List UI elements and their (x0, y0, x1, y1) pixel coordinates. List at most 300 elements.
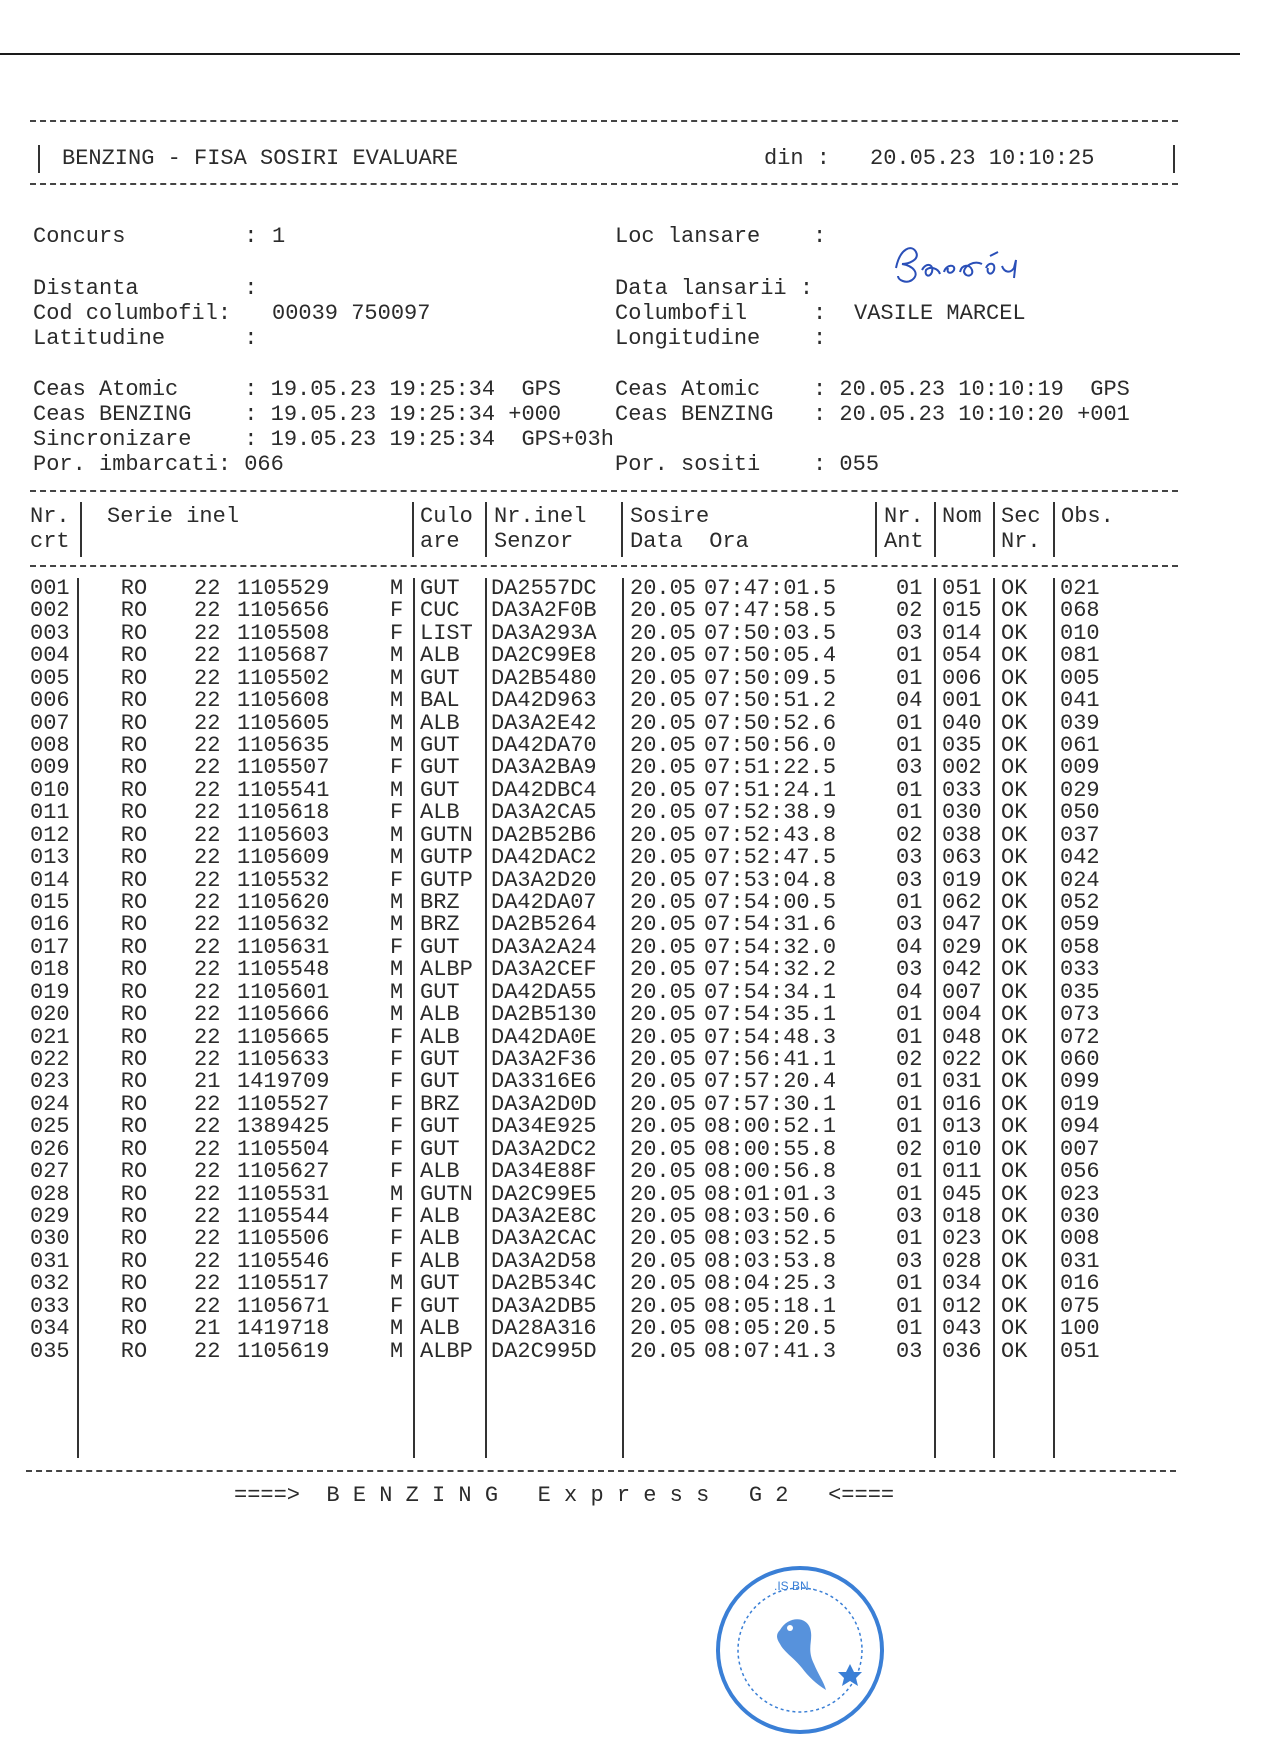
row-obs: 007 (1060, 1136, 1100, 1162)
row-time: 08:00:52.1 (704, 1114, 837, 1140)
row-sex: F (390, 1047, 404, 1073)
row-sec: OK (1001, 1047, 1028, 1073)
row-sex: F (390, 620, 404, 646)
row-sensor: DA3A2D0D (491, 1091, 597, 1117)
row-sensor: DA42DA0E (491, 1024, 597, 1050)
table-row (0, 1204, 1276, 1229)
table-row (0, 1249, 1276, 1274)
row-sensor: DA42DAC2 (491, 845, 597, 871)
row-sec: OK (1001, 957, 1028, 983)
row-antenna: 01 (896, 710, 923, 736)
row-year: 22 (194, 1091, 221, 1117)
top-rule (0, 53, 1240, 55)
row-obs: 059 (1060, 912, 1100, 938)
table-row (0, 912, 1276, 937)
table-row (0, 957, 1276, 982)
row-date: 20.05 (630, 643, 697, 669)
row-obs: 033 (1060, 957, 1100, 983)
row-obs: 030 (1060, 1204, 1100, 1230)
row-time: 07:54:32.2 (704, 957, 837, 983)
row-sec: OK (1001, 822, 1028, 848)
row-sex: F (390, 1069, 404, 1095)
row-sex: M (390, 1002, 404, 1028)
row-sensor: DA3A2E42 (491, 710, 597, 736)
row-color: ALB (420, 800, 460, 826)
row-ring: 1105548 (237, 957, 330, 983)
table-row (0, 1226, 1276, 1251)
row-sensor: DA3A2CA5 (491, 800, 597, 826)
row-sex: F (390, 800, 404, 826)
table-row (0, 688, 1276, 713)
row-nr: 011 (30, 800, 70, 826)
row-date: 20.05 (630, 800, 697, 826)
row-nom: 022 (942, 1047, 982, 1073)
row-nom: 023 (942, 1226, 982, 1252)
row-antenna: 01 (896, 1024, 923, 1050)
row-sensor: DA3316E6 (491, 1069, 597, 1095)
row-color: ALB (420, 643, 460, 669)
row-sex: F (390, 1226, 404, 1252)
row-obs: 068 (1060, 598, 1100, 624)
row-ring: 1105508 (237, 620, 330, 646)
row-sensor: DA2B534C (491, 1271, 597, 1297)
table-row (0, 935, 1276, 960)
row-country: RO (120, 1338, 148, 1364)
row-sensor: DA2B5480 (491, 665, 597, 691)
row-nr: 006 (30, 688, 70, 714)
row-nr: 001 (30, 576, 70, 601)
row-country: RO (120, 598, 148, 624)
row-time: 07:54:34.1 (704, 979, 837, 1005)
row-ring: 1105671 (237, 1293, 330, 1319)
header-obs: Obs. (1061, 504, 1114, 529)
row-antenna: 03 (896, 1338, 923, 1364)
row-time: 07:47:01.5 (704, 576, 837, 601)
row-antenna: 03 (896, 845, 923, 871)
row-ring: 1419718 (237, 1316, 330, 1342)
row-nr: 035 (30, 1338, 70, 1364)
row-nr: 025 (30, 1114, 70, 1140)
col-sep-ant-hdr (934, 502, 936, 557)
header-nr-1: Nr. (30, 504, 70, 529)
row-sex: F (390, 1114, 404, 1140)
row-country: RO (120, 890, 148, 916)
row-nr: 012 (30, 822, 70, 848)
row-country: RO (120, 733, 148, 758)
row-color: GUTN (420, 1181, 473, 1207)
row-sec: OK (1001, 710, 1028, 736)
row-year: 22 (194, 688, 221, 714)
row-country: RO (120, 1024, 148, 1050)
cod-columbofil-value: 00039 750097 (272, 301, 431, 326)
row-sec: OK (1001, 1114, 1028, 1140)
row-nom: 007 (942, 979, 982, 1005)
clock-line-1-left: Ceas Atomic : 19.05.23 19:25:34 GPS (33, 377, 562, 402)
row-color: LIST (420, 620, 473, 646)
row-sex: F (390, 598, 404, 624)
row-time: 07:50:09.5 (704, 665, 837, 691)
row-country: RO (120, 934, 148, 960)
row-country: RO (120, 1316, 148, 1342)
header-top-dashes (30, 120, 1178, 122)
row-color: ALB (420, 1226, 460, 1252)
row-sensor: DA3A2D58 (491, 1248, 597, 1274)
row-country: RO (120, 957, 148, 983)
row-color: ALB (420, 710, 460, 736)
row-nr: 021 (30, 1024, 70, 1050)
row-sex: F (390, 1136, 404, 1162)
row-sec: OK (1001, 1159, 1028, 1185)
row-sensor: DA34E925 (491, 1114, 597, 1140)
row-nr: 023 (30, 1069, 70, 1095)
row-sex: M (390, 1338, 404, 1364)
row-time: 07:47:58.5 (704, 598, 837, 624)
row-sec: OK (1001, 1316, 1028, 1342)
row-color: GUT (420, 755, 460, 781)
row-nom: 031 (942, 1069, 982, 1095)
columbofil-label: Columbofil : (615, 301, 827, 326)
row-obs: 029 (1060, 777, 1100, 803)
table-header-dashes (30, 565, 1178, 567)
row-antenna: 03 (896, 1248, 923, 1274)
clock-line-3-left: Sincronizare : 19.05.23 19:25:34 GPS+03h (33, 427, 614, 452)
col-sep-sec-hdr (1053, 502, 1055, 557)
row-sensor: DA3A2A24 (491, 934, 597, 960)
row-color: ALB (420, 1002, 460, 1028)
row-antenna: 02 (896, 1047, 923, 1073)
col-sep-senzor-hdr (621, 502, 623, 557)
row-sec: OK (1001, 1002, 1028, 1028)
row-country: RO (120, 845, 148, 871)
table-row (0, 711, 1276, 736)
row-sex: M (390, 1316, 404, 1342)
row-sex: M (390, 777, 404, 803)
row-color: CUC (420, 598, 460, 624)
row-year: 21 (194, 1316, 221, 1342)
row-sex: M (390, 643, 404, 669)
row-year: 22 (194, 957, 221, 983)
row-time: 08:04:25.3 (704, 1271, 837, 1297)
row-sec: OK (1001, 867, 1028, 893)
row-obs: 009 (1060, 755, 1100, 781)
row-sec: OK (1001, 733, 1028, 758)
sositi-line: Por. sositi : 055 (615, 452, 880, 477)
row-sec: OK (1001, 800, 1028, 826)
row-sensor: DA2C99E5 (491, 1181, 597, 1207)
row-sex: F (390, 1159, 404, 1185)
row-sensor: DA3A2DC2 (491, 1136, 597, 1162)
row-sec: OK (1001, 620, 1028, 646)
col-sep-nom-hdr (993, 502, 995, 557)
row-color: ALBP (420, 1338, 473, 1364)
row-sensor: DA3A293A (491, 620, 597, 646)
row-sec: OK (1001, 688, 1028, 714)
row-obs: 094 (1060, 1114, 1100, 1140)
row-sex: M (390, 957, 404, 983)
row-nr: 022 (30, 1047, 70, 1073)
row-ring: 1105506 (237, 1226, 330, 1252)
table-row (0, 755, 1276, 780)
concurs-label: Concurs : (33, 224, 258, 249)
row-color: GUT (420, 665, 460, 691)
row-date: 20.05 (630, 1159, 697, 1185)
row-sensor: DA3A2E8C (491, 1204, 597, 1230)
table-row (0, 1339, 1276, 1364)
row-sex: F (390, 934, 404, 960)
row-time: 07:54:35.1 (704, 1002, 837, 1028)
row-sensor: DA2B5130 (491, 1002, 597, 1028)
row-sex: F (390, 1091, 404, 1117)
row-antenna: 01 (896, 733, 923, 758)
row-antenna: 01 (896, 665, 923, 691)
row-sex: M (390, 1181, 404, 1207)
row-ring: 1105541 (237, 777, 330, 803)
row-year: 22 (194, 710, 221, 736)
svg-text:.IS BN .: .IS BN . (774, 1579, 816, 1593)
row-date: 20.05 (630, 1002, 697, 1028)
row-color: BRZ (420, 1091, 460, 1117)
row-nom: 028 (942, 1248, 982, 1274)
date-label: din : (764, 146, 831, 171)
row-year: 22 (194, 643, 221, 669)
row-sex: F (390, 1204, 404, 1230)
row-antenna: 02 (896, 1136, 923, 1162)
row-nom: 035 (942, 733, 982, 758)
row-antenna: 01 (896, 800, 923, 826)
row-time: 08:03:53.8 (704, 1248, 837, 1274)
row-sensor: DA3A2BA9 (491, 755, 597, 781)
print-date: 20.05.23 10:10:25 (870, 146, 1095, 171)
clock-line-1-right: Ceas Atomic : 20.05.23 10:10:19 GPS (615, 377, 1130, 402)
row-ring: 1105687 (237, 643, 330, 669)
header-culo-2: are (420, 529, 460, 554)
row-nom: 051 (942, 576, 982, 601)
row-time: 08:07:41.3 (704, 1338, 837, 1364)
row-nr: 016 (30, 912, 70, 938)
row-year: 22 (194, 777, 221, 803)
row-country: RO (120, 1159, 148, 1185)
row-nom: 063 (942, 845, 982, 871)
row-date: 20.05 (630, 1316, 697, 1342)
row-time: 07:54:00.5 (704, 890, 837, 916)
row-antenna: 01 (896, 1316, 923, 1342)
row-date: 20.05 (630, 665, 697, 691)
row-color: GUT (420, 1069, 460, 1095)
row-country: RO (120, 710, 148, 736)
imbarcati-line: Por. imbarcati: 066 (33, 452, 284, 477)
row-color: GUT (420, 777, 460, 803)
row-sensor: DA3A2CAC (491, 1226, 597, 1252)
row-color: ALB (420, 1159, 460, 1185)
row-ring: 1105532 (237, 867, 330, 893)
row-color: BRZ (420, 890, 460, 916)
row-time: 07:50:03.5 (704, 620, 837, 646)
row-sex: M (390, 665, 404, 691)
row-country: RO (120, 979, 148, 1005)
row-date: 20.05 (630, 1024, 697, 1050)
row-year: 22 (194, 1136, 221, 1162)
header-culo-1: Culo (420, 504, 473, 529)
row-year: 22 (194, 1226, 221, 1252)
row-color: ALB (420, 1316, 460, 1342)
row-color: GUT (420, 1136, 460, 1162)
row-obs: 021 (1060, 576, 1100, 601)
row-color: ALB (420, 1024, 460, 1050)
row-sensor: DA42DA70 (491, 733, 597, 758)
row-ring: 1105633 (237, 1047, 330, 1073)
row-sec: OK (1001, 1226, 1028, 1252)
row-nom: 034 (942, 1271, 982, 1297)
row-year: 22 (194, 1159, 221, 1185)
row-country: RO (120, 1091, 148, 1117)
header-nom: Nom (942, 504, 982, 529)
row-antenna: 02 (896, 598, 923, 624)
row-antenna: 04 (896, 979, 923, 1005)
row-nr: 026 (30, 1136, 70, 1162)
row-date: 20.05 (630, 1181, 697, 1207)
row-date: 20.05 (630, 890, 697, 916)
row-sex: F (390, 1024, 404, 1050)
row-year: 22 (194, 822, 221, 848)
row-nom: 015 (942, 598, 982, 624)
row-time: 07:57:20.4 (704, 1069, 837, 1095)
row-antenna: 01 (896, 1091, 923, 1117)
row-country: RO (120, 665, 148, 691)
table-row (0, 1294, 1276, 1319)
row-sex: M (390, 979, 404, 1005)
row-ring: 1105619 (237, 1338, 330, 1364)
row-ring: 1105527 (237, 1091, 330, 1117)
row-date: 20.05 (630, 822, 697, 848)
row-time: 08:03:52.5 (704, 1226, 837, 1252)
row-sec: OK (1001, 1338, 1028, 1364)
row-ring: 1105635 (237, 733, 330, 758)
row-year: 22 (194, 1271, 221, 1297)
header-nr-2: crt (30, 529, 70, 554)
row-obs: 024 (1060, 867, 1100, 893)
row-country: RO (120, 576, 148, 601)
row-sec: OK (1001, 890, 1028, 916)
table-row (0, 1047, 1276, 1072)
row-country: RO (120, 1114, 148, 1140)
row-nom: 019 (942, 867, 982, 893)
row-sex: M (390, 1271, 404, 1297)
row-country: RO (120, 1181, 148, 1207)
row-nr: 003 (30, 620, 70, 646)
loc-lansare-label: Loc lansare : (615, 224, 827, 249)
row-date: 20.05 (630, 1226, 697, 1252)
row-nr: 007 (30, 710, 70, 736)
row-time: 07:51:22.5 (704, 755, 837, 781)
row-antenna: 01 (896, 1002, 923, 1028)
row-year: 22 (194, 934, 221, 960)
row-color: ALB (420, 1248, 460, 1274)
col-sep-nr-hdr (80, 502, 82, 557)
row-sensor: DA2B5264 (491, 912, 597, 938)
row-time: 07:50:56.0 (704, 733, 837, 758)
row-sec: OK (1001, 1024, 1028, 1050)
row-year: 22 (194, 912, 221, 938)
row-nr: 014 (30, 867, 70, 893)
row-ring: 1105666 (237, 1002, 330, 1028)
row-sensor: DA42DA07 (491, 890, 597, 916)
header-ant-2: Ant (884, 529, 924, 554)
table-row (0, 1092, 1276, 1117)
row-sex: F (390, 1248, 404, 1274)
row-sec: OK (1001, 1204, 1028, 1230)
row-nr: 017 (30, 934, 70, 960)
header-ant-1: Nr. (884, 504, 924, 529)
table-row (0, 643, 1276, 668)
row-obs: 100 (1060, 1316, 1100, 1342)
row-nom: 048 (942, 1024, 982, 1050)
row-sensor: DA2B52B6 (491, 822, 597, 848)
row-sec: OK (1001, 1136, 1028, 1162)
row-ring: 1105620 (237, 890, 330, 916)
row-time: 07:54:32.0 (704, 934, 837, 960)
header-senzor-2: Senzor (494, 529, 574, 554)
row-antenna: 04 (896, 934, 923, 960)
row-nom: 012 (942, 1293, 982, 1319)
row-obs: 010 (1060, 620, 1100, 646)
row-country: RO (120, 1226, 148, 1252)
header-serie: Serie inel (107, 504, 240, 529)
row-nom: 030 (942, 800, 982, 826)
row-year: 21 (194, 1069, 221, 1095)
header-sosire-2: Data Ora (630, 529, 749, 554)
row-sensor: DA28A316 (491, 1316, 597, 1342)
row-obs: 061 (1060, 733, 1100, 758)
row-ring: 1105546 (237, 1248, 330, 1274)
row-sensor: DA2C99E8 (491, 643, 597, 669)
row-year: 22 (194, 979, 221, 1005)
row-sex: F (390, 1293, 404, 1319)
row-year: 22 (194, 1047, 221, 1073)
row-ring: 1105609 (237, 845, 330, 871)
row-country: RO (120, 1069, 148, 1095)
header-sec-2: Nr. (1001, 529, 1041, 554)
row-country: RO (120, 1204, 148, 1230)
row-sec: OK (1001, 598, 1028, 624)
row-obs: 008 (1060, 1226, 1100, 1252)
row-country: RO (120, 688, 148, 714)
row-ring: 1105517 (237, 1271, 330, 1297)
row-sex: M (390, 733, 404, 758)
row-obs: 051 (1060, 1338, 1100, 1364)
row-ring: 1105601 (237, 979, 330, 1005)
table-row (0, 778, 1276, 803)
row-nom: 038 (942, 822, 982, 848)
row-sec: OK (1001, 755, 1028, 781)
row-year: 22 (194, 755, 221, 781)
row-antenna: 03 (896, 912, 923, 938)
row-sex: M (390, 688, 404, 714)
row-time: 07:50:52.6 (704, 710, 837, 736)
longitudine-label: Longitudine : (615, 326, 827, 351)
row-year: 22 (194, 665, 221, 691)
row-time: 07:50:05.4 (704, 643, 837, 669)
row-antenna: 02 (896, 822, 923, 848)
row-nom: 006 (942, 665, 982, 691)
row-ring: 1105529 (237, 576, 330, 601)
row-antenna: 01 (896, 1226, 923, 1252)
row-sensor: DA34E88F (491, 1159, 597, 1185)
row-nr: 032 (30, 1271, 70, 1297)
row-time: 07:53:04.8 (704, 867, 837, 893)
row-nr: 009 (30, 755, 70, 781)
row-sex: M (390, 822, 404, 848)
row-nr: 015 (30, 890, 70, 916)
